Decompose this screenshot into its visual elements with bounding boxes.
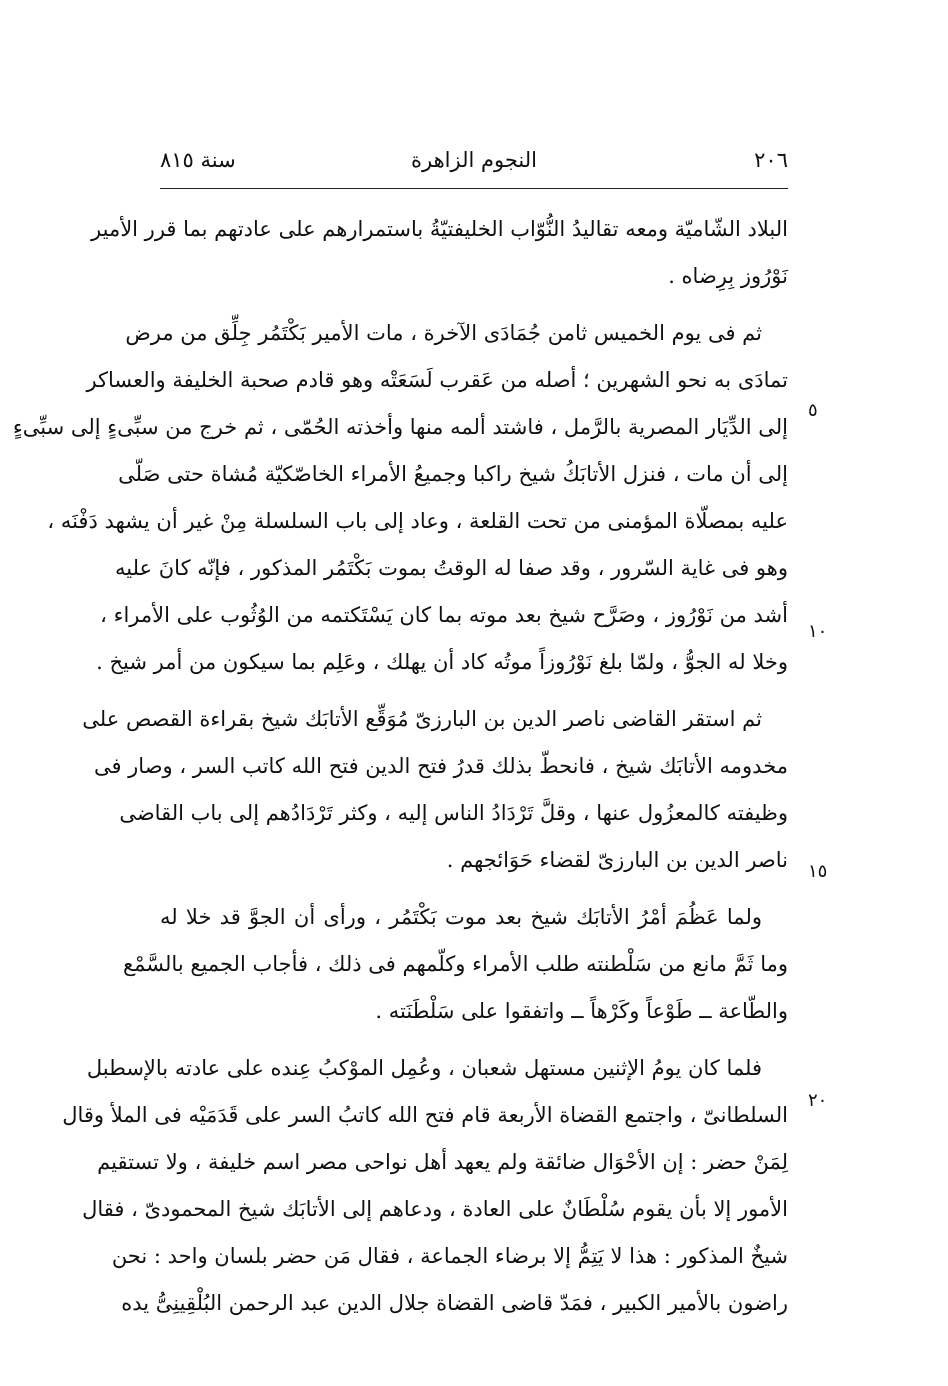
text-line: ولما عَظُمَ أمْرُ الأتابَك شيخ بعد موت بَكْتَمُر ، ورأى أن الجوَّ قد خلا له: [160, 905, 762, 929]
text-line: وما ثَمَّ مانع من سَلْطنته طلب الأمراء وكلّمهم فى ذلك ، فأجاب الجميع بالسَّمْع: [122, 952, 788, 976]
text-line: لِمَنْ حضر : إن الأحْوَال ضائقة ولم يعهد أهل نواحى مصر اسم خليفة ، ولا تستقيم: [97, 1150, 788, 1174]
text-line: عليه بمصلّاة المؤمنى من تحت القلعة ، وعاد إلى باب السلسلة مِنْ غير أن يشهد دَفْنَه ،: [47, 509, 788, 533]
line-number-20: ٢٠: [808, 1090, 828, 1111]
text-line: راضون بالأمير الكبير ، فمَدّ قاضى القضاة جلال الدين عبد الرحمن البُلْقِينِىُّ يده: [121, 1291, 788, 1315]
paragraph-5: [62, 1045, 788, 1327]
text-line: ثم استقر القاضى ناصر الدين بن البارزىّ مُوَقِّع الأتابَك شيخ بقراءة القصص على: [82, 707, 762, 731]
text-line: ناصر الدين بن البارزىّ لقضاء حَوَائجهم .: [446, 848, 788, 872]
paragraph-2: [12, 310, 788, 686]
paragraph-1: [91, 206, 788, 300]
page-number: ٢٠٦: [754, 148, 788, 172]
text-line: وظيفته كالمعزُول عنها ، وقلَّ تَرْدَادُ الناس إليه ، وكثر تَرْدَادُهم إلى باب القاضى: [119, 801, 788, 825]
text-line: السلطانىّ ، واجتمع القضاة الأربعة قام فتح الله كاتبُ السر على قَدَمَيْه فى الملأ وقال: [62, 1103, 788, 1127]
text-line: إلى الدِّيَار المصرية بالرَّمل ، فاشتد ألمه منها وأخذته الحُمّى ، ثم خرج من سبِّىءٍ إلى سبِّىءٍ: [12, 415, 788, 439]
text-line: مخدومه الأتابَك شيخ ، فانحطّ بذلك قدرُ فتح الدين فتح الله كاتب السر ، وصار فى: [93, 754, 788, 778]
line-number-15: ١٥: [808, 861, 828, 882]
text-line: وهو فى غاية السّرور ، وقد صفا له الوقتُ بموت بَكْتَمُر المذكور ، فإنّه كانَ عليه: [115, 556, 788, 580]
header-year: سنة ٨١٥: [160, 148, 236, 172]
text-line: البلاد الشّاميّة ومعه تقاليدُ النُّوّاب الخليفتيّةُ باستمرارهم على عادتهم بما قرر الأمير: [91, 217, 788, 241]
body-text: [12, 206, 788, 1337]
text-line: الأمور إلا بأن يقوم سُلْطَانٌ على العادة ، ودعاهم إلى الأتابَك شيخ المحمودىّ ، فقال: [82, 1197, 788, 1221]
line-number-10: ١٠: [808, 621, 828, 642]
text-line: إلى أن مات ، فنزل الأتابَكُ شيخ راكبا وجميعُ الأمراء الخاصّكيّة مُشاة حتى صَلّى: [118, 462, 788, 486]
text-line: تمادَى به نحو الشهرين ؛ أصله من عَقرب لَسَعَتْه وهو قادم صحبة الخليفة والعساكر: [86, 368, 788, 392]
text-line: فلما كان يومُ الإثنين مستهل شعبان ، وعُمِل الموْكبُ عِنده على عادته بالإسطبل: [86, 1056, 762, 1080]
paragraph-3: [82, 696, 788, 884]
text-line: نَوْرُوز بِرِضاه .: [668, 264, 788, 288]
paragraph-4: [122, 894, 788, 1035]
text-line: وخلا له الجوُّ ، ولمّا بلغ نَوْرُوزاً موتُه كاد أن يهلك ، وعَلِم بما سيكون من أمر شيخ .: [96, 650, 788, 674]
header-rule: [160, 188, 788, 189]
text-line: أشد من نَوْرُوز ، وصَرَّح شيخ بعد موته بما كان يَسْتَكتمه من الوُثُوب على الأمراء ،: [100, 603, 788, 627]
line-number-5: ٥: [808, 400, 818, 421]
text-line: ثم فى يوم الخميس ثامن جُمَادَى الآخرة ، مات الأمير بَكْتَمُر جِلِّق من مرض: [125, 321, 762, 345]
page-header: [160, 148, 788, 184]
text-line: شيخٌ المذكور : هذا لا يَتِمُّ إلا برضاء الجماعة ، فقال مَن حضر بلسان واحد : نحن: [111, 1244, 788, 1268]
text-line: والطّاعة ــ طَوْعاً وكَرْهاً ــ واتفقوا على سَلْطَنَته .: [375, 999, 788, 1023]
book-title: النجوم الزاهرة: [411, 148, 537, 172]
